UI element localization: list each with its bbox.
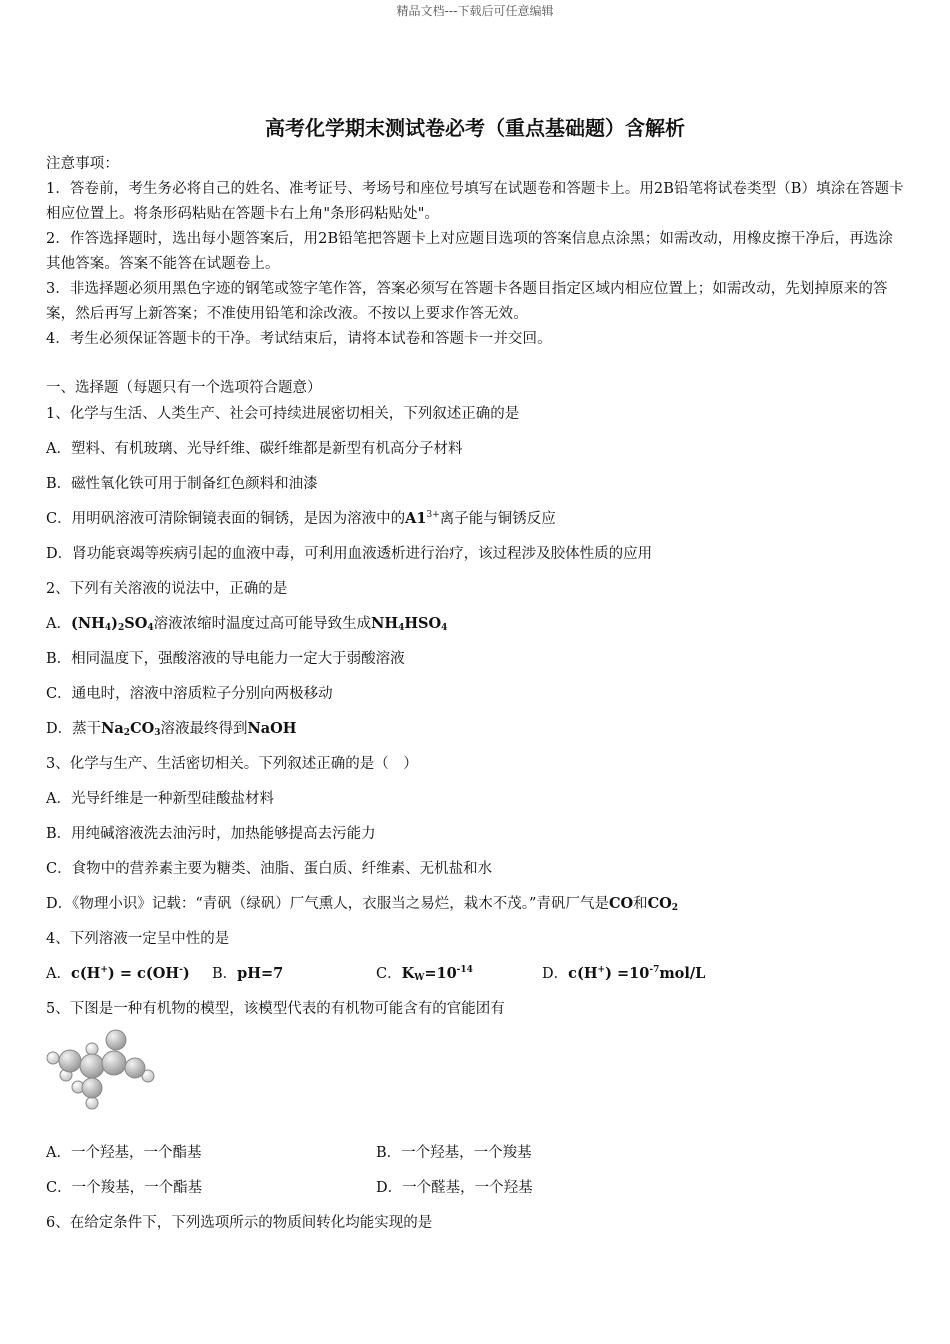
q2-stem: 2、下列有关溶液的说法中，正确的是	[46, 581, 288, 597]
q2-d-formula-1: $Na_2CO_3$	[101, 720, 161, 738]
q2-d-label: D．蒸干	[46, 721, 102, 737]
q2-option-b: B．相同温度下，强酸溶液的导电能力一定大于弱酸溶液	[46, 651, 405, 667]
q3-option-c: C．食物中的营养素主要为糖类、油脂、蛋白质、纤维素、无机盐和水	[46, 861, 493, 877]
q3-option-b: B．用纯碱溶液洗去油污时，加热能够提高去污能力	[46, 826, 376, 842]
notes-item-4: 4．考生必须保证答题卡的干净。考试结束后，请将本试卷和答题卡一并交回。	[46, 331, 552, 347]
q4-option-a: A．c(H+) = c(OH-)	[46, 965, 190, 982]
q1-c-ion: A1	[405, 510, 427, 527]
q1-c-text-pre: C．用明矾溶液可清除铜镜表面的铜锈，是因为溶液中的	[46, 511, 406, 527]
page-header: 精品文档---下载后可任意编辑	[396, 4, 554, 18]
q1-option-b: B．磁性氧化铁可用于制备红色颜料和油漆	[46, 476, 318, 492]
q3-d-conj: 和	[633, 896, 648, 912]
notes-item-1: 1．答卷前，考生务必将自己的姓名、准考证号、考场号和座位号填写在试题卷和答题卡上。用2B铅笔将试卷类型（B）填涂在答题卡相应位置上。将条形码粘贴在答题卡右上角"条形码粘贴处"。	[46, 181, 904, 222]
q1-option-d: D．肾功能衰竭等疾病引起的血液中毒，可利用血液透析进行治疗，该过程涉及胶体性质的应用	[46, 546, 653, 562]
notes-item-2: 2．作答选择题时，选出每小题答案后，用2B铅笔把答题卡上对应题目选项的答案信息点涂黑；如需改动，用橡皮擦干净后，再选涂其他答案。答案不能答在试题卷上。	[46, 231, 894, 272]
page-title: 高考化学期末测试卷必考（重点基础题）含解析	[265, 116, 685, 140]
q5-stem: 5、下图是一种有机物的模型，该模型代表的有机物可能含有的官能团有	[46, 1001, 505, 1017]
q4-stem: 4、下列溶液一定呈中性的是	[46, 931, 230, 947]
q2-a-formula-2: $NH_4HSO_4$	[371, 615, 448, 633]
q2-option-c: C．通电时，溶液中溶质粒子分别向两极移动	[46, 686, 333, 702]
q3-option-d	[46, 892, 678, 913]
q1-c-charge: 3+	[426, 510, 440, 520]
molecule-model-image	[40, 1026, 160, 1116]
notes-heading: 注意事项：	[46, 156, 119, 172]
q3-d-formula-1: CO	[608, 895, 634, 912]
q2-a-label: A．	[46, 616, 71, 632]
q4-option-d: D．$c(H^+) =10^{-7}mol/L$	[542, 965, 706, 982]
q3-d-formula-2: $CO_2$	[647, 895, 679, 913]
section-heading: 一、选择题（每题只有一个选项符合题意）	[46, 380, 322, 396]
q1-stem: 1、化学与生活、人类生产、社会可持续进展密切相关，下列叙述正确的是	[46, 406, 520, 422]
q4-option-c: C．$K_W=10^{-14}$	[376, 965, 473, 983]
q5-option-c: C．一个羧基，一个酯基	[46, 1180, 203, 1196]
q4-option-b: B．pH=7	[212, 965, 284, 982]
q5-option-b: B．一个羟基，一个羧基	[376, 1145, 532, 1161]
q3-d-text: D．《物理小识》记载：“青矾（绿矾）厂气熏人，衣服当之易烂，栽木不茂。”青矾厂气是	[46, 896, 609, 912]
q2-option-d	[46, 717, 296, 738]
q1-c-text-post: 离子能与铜锈反应	[439, 511, 556, 527]
q1-option-c	[46, 507, 556, 528]
q2-d-text: 溶液最终得到	[160, 721, 248, 737]
q2-option-a	[46, 612, 447, 633]
q6-stem: 6、在给定条件下，下列选项所示的物质间转化均能实现的是	[46, 1215, 433, 1231]
notes-item-3: 3．非选择题必须用黑色字迹的钢笔或签字笔作答，答案必须写在答题卡各题目指定区域内相应位置上；如需改动，先划掉原来的答案，然后再写上新答案；不准使用铅笔和涂改液。不按以上要求作答无效。	[46, 281, 888, 322]
q2-d-formula-2: NaOH	[247, 720, 297, 737]
q3-option-a: A．光导纤维是一种新型硅酸盐材料	[46, 791, 274, 807]
q2-a-text: 溶液浓缩时温度过高可能导致生成	[153, 616, 372, 632]
q2-a-formula-1: $(NH_4)_2SO_4$	[70, 615, 154, 633]
q5-option-a: A．一个羟基，一个酯基	[46, 1145, 202, 1161]
q1-option-a: A．塑料、有机玻璃、光导纤维、碳纤维都是新型有机高分子材料	[46, 441, 463, 457]
q3-stem: 3、化学与生产、生活密切相关。下列叙述正确的是（ ）	[46, 756, 418, 772]
q5-option-d: D．一个醛基，一个羟基	[376, 1180, 533, 1196]
exam-notes	[46, 152, 906, 352]
